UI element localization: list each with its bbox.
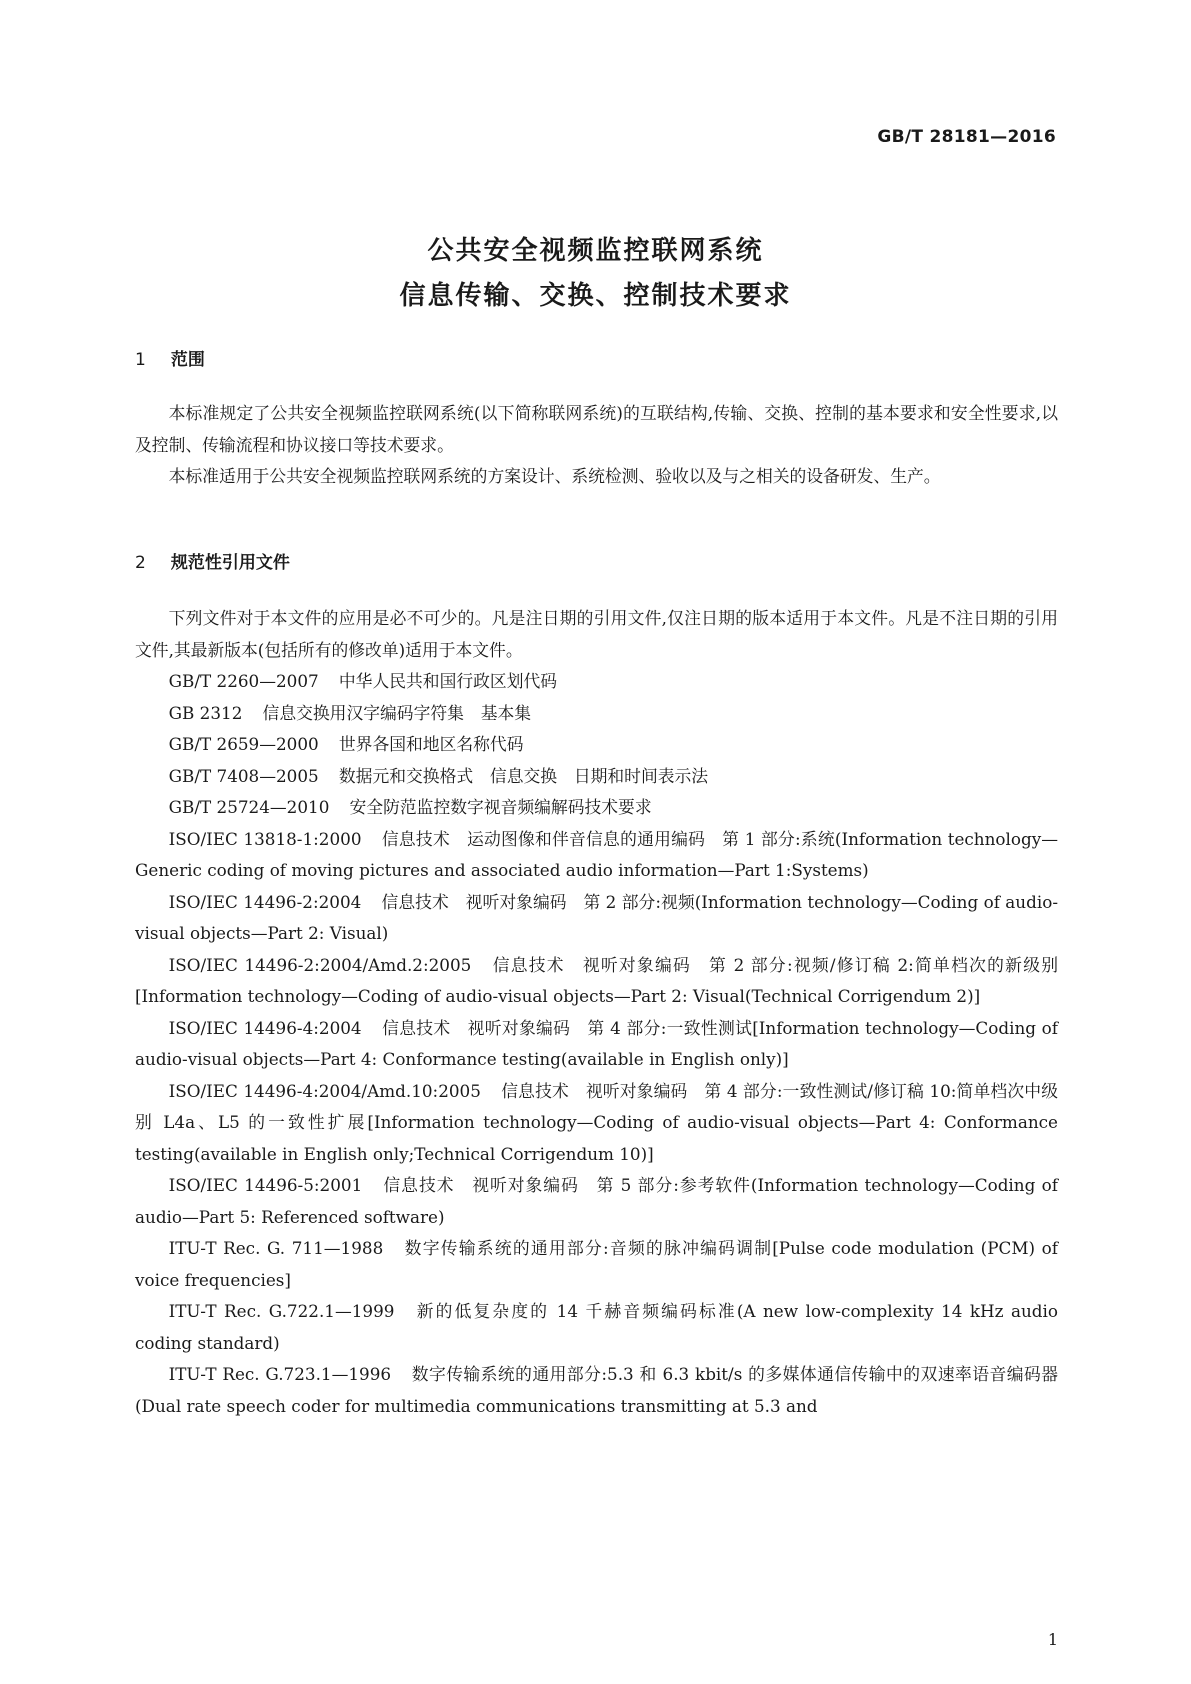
paragraph: 本标准适用于公共安全视频监控联网系统的方案设计、系统检测、验收以及与之相关的设备研发、生产。 bbox=[168, 466, 941, 486]
reference-title: 新的低复杂度的 14 千赫音频编码标准(A new low-complexity 14 kHz audio coding standard) bbox=[135, 1301, 1058, 1353]
reference-title: 数据元和交换格式 信息交换 日期和时间表示法 bbox=[338, 765, 709, 786]
reference-code: GB/T 2659—2000 bbox=[168, 734, 319, 754]
reference-item bbox=[135, 1233, 1058, 1296]
paragraph: 下列文件对于本文件的应用是必不可少的。凡是注日期的引用文件,仅注日期的版本适用于本文件。凡是不注日期的引用文件,其最新版本(包括所有的修改单)适用于本文件。 bbox=[135, 608, 1058, 660]
page-number: 1 bbox=[1047, 1630, 1058, 1649]
reference-title: 世界各国和地区名称代码 bbox=[338, 734, 524, 754]
standard-code: GB/T 28181—2016 bbox=[877, 127, 1056, 147]
reference-code: GB 2312 bbox=[168, 702, 243, 723]
paragraph: 本标准规定了公共安全视频监控联网系统(以下简称联网系统)的互联结构,传输、交换、控制的基本要求和安全性要求,以及控制、传输流程和协议接口等技术要求。 bbox=[135, 403, 1058, 455]
reference-item bbox=[135, 887, 1058, 950]
reference-title: 中华人民共和国行政区划代码 bbox=[338, 671, 558, 691]
reference-item bbox=[135, 1013, 1058, 1076]
reference-item bbox=[135, 761, 1058, 793]
reference-title: 信息技术 视听对象编码 第 2 部分:视频/修订稿 2:简单档次的新级别[Information technology—Coding of audio-visual objects—Part 2: Visual(Technical Corrigendum 2)] bbox=[135, 954, 1058, 1006]
reference-code: ISO/IEC 13818-1:2000 bbox=[168, 828, 362, 849]
document-title-line-1: 公共安全视频监控联网系统 bbox=[427, 236, 764, 266]
reference-code: ISO/IEC 14496-5:2001 bbox=[168, 1175, 363, 1195]
reference-item bbox=[135, 950, 1058, 1013]
reference-item bbox=[135, 1170, 1058, 1233]
reference-item bbox=[135, 792, 1058, 824]
section-2-heading bbox=[135, 548, 290, 573]
reference-item bbox=[135, 1076, 1058, 1171]
reference-code: GB/T 2260—2007 bbox=[168, 671, 319, 691]
section-1-body bbox=[135, 398, 1058, 493]
section-1-heading bbox=[135, 345, 205, 370]
section-number: 2 bbox=[135, 553, 146, 573]
reference-code: ITU-T Rec. G.723.1—1996 bbox=[168, 1364, 392, 1384]
reference-title: 信息技术 视听对象编码 第 4 部分:一致性测试[Information technology—Coding of audio-visual objects—Part 4: Conformance testing(available in English only)] bbox=[135, 1017, 1058, 1069]
reference-code: GB/T 25724—2010 bbox=[168, 797, 330, 817]
reference-code: ISO/IEC 14496-4:2004/Amd.10:2005 bbox=[168, 1080, 481, 1101]
reference-title: 数字传输系统的通用部分:5.3 和 6.3 kbit/s 的多媒体通信传输中的双速率语音编码器(Dual rate speech coder for multimedia communications transmitting at 5.3 and bbox=[135, 1364, 1059, 1416]
reference-item bbox=[135, 1296, 1058, 1359]
reference-code: ISO/IEC 14496-2:2004 bbox=[168, 891, 362, 912]
reference-item bbox=[135, 666, 1058, 698]
reference-title: 信息技术 运动图像和伴音信息的通用编码 第 1 部分:系统(Information technology—Generic coding of moving pictures and associated audio information—Part 1:Systems) bbox=[135, 828, 1058, 880]
reference-title: 信息交换用汉字编码字符集 基本集 bbox=[262, 702, 532, 723]
reference-item bbox=[135, 824, 1058, 887]
reference-title: 信息技术 视听对象编码 第 4 部分:一致性测试/修订稿 10:简单档次中级别 L4a、L5 的一致性扩展[Information technology—Coding of audio-visual objects—Part 4: Conformance testing(available in English only;Technical Corrigendum 10)] bbox=[135, 1080, 1058, 1164]
reference-code: ISO/IEC 14496-4:2004 bbox=[168, 1017, 362, 1038]
reference-code: ITU-T Rec. G. 711—1988 bbox=[168, 1238, 384, 1258]
reference-title: 信息技术 视听对象编码 第 2 部分:视频(Information technology—Coding of audio-visual objects—Part 2: Visual) bbox=[135, 891, 1058, 943]
section-number: 1 bbox=[135, 350, 146, 370]
reference-item bbox=[135, 698, 1058, 730]
reference-code: ITU-T Rec. G.722.1—1999 bbox=[168, 1301, 395, 1321]
reference-title: 数字传输系统的通用部分:音频的脉冲编码调制[Pulse code modulation (PCM) of voice frequencies] bbox=[135, 1238, 1058, 1290]
reference-title: 信息技术 视听对象编码 第 5 部分:参考软件(Information technology—Coding of audio—Part 5: Referenced software) bbox=[135, 1175, 1058, 1227]
section-title: 范围 bbox=[170, 350, 205, 370]
reference-title: 安全防范监控数字视音频编解码技术要求 bbox=[349, 797, 652, 817]
reference-code: ISO/IEC 14496-2:2004/Amd.2:2005 bbox=[168, 954, 472, 975]
section-title: 规范性引用文件 bbox=[170, 553, 290, 573]
document-title-line-2: 信息传输、交换、控制技术要求 bbox=[399, 281, 792, 311]
reference-item bbox=[135, 1359, 1058, 1422]
reference-code: GB/T 7408—2005 bbox=[168, 765, 319, 786]
section-2-body bbox=[135, 603, 1058, 1422]
reference-item bbox=[135, 729, 1058, 761]
